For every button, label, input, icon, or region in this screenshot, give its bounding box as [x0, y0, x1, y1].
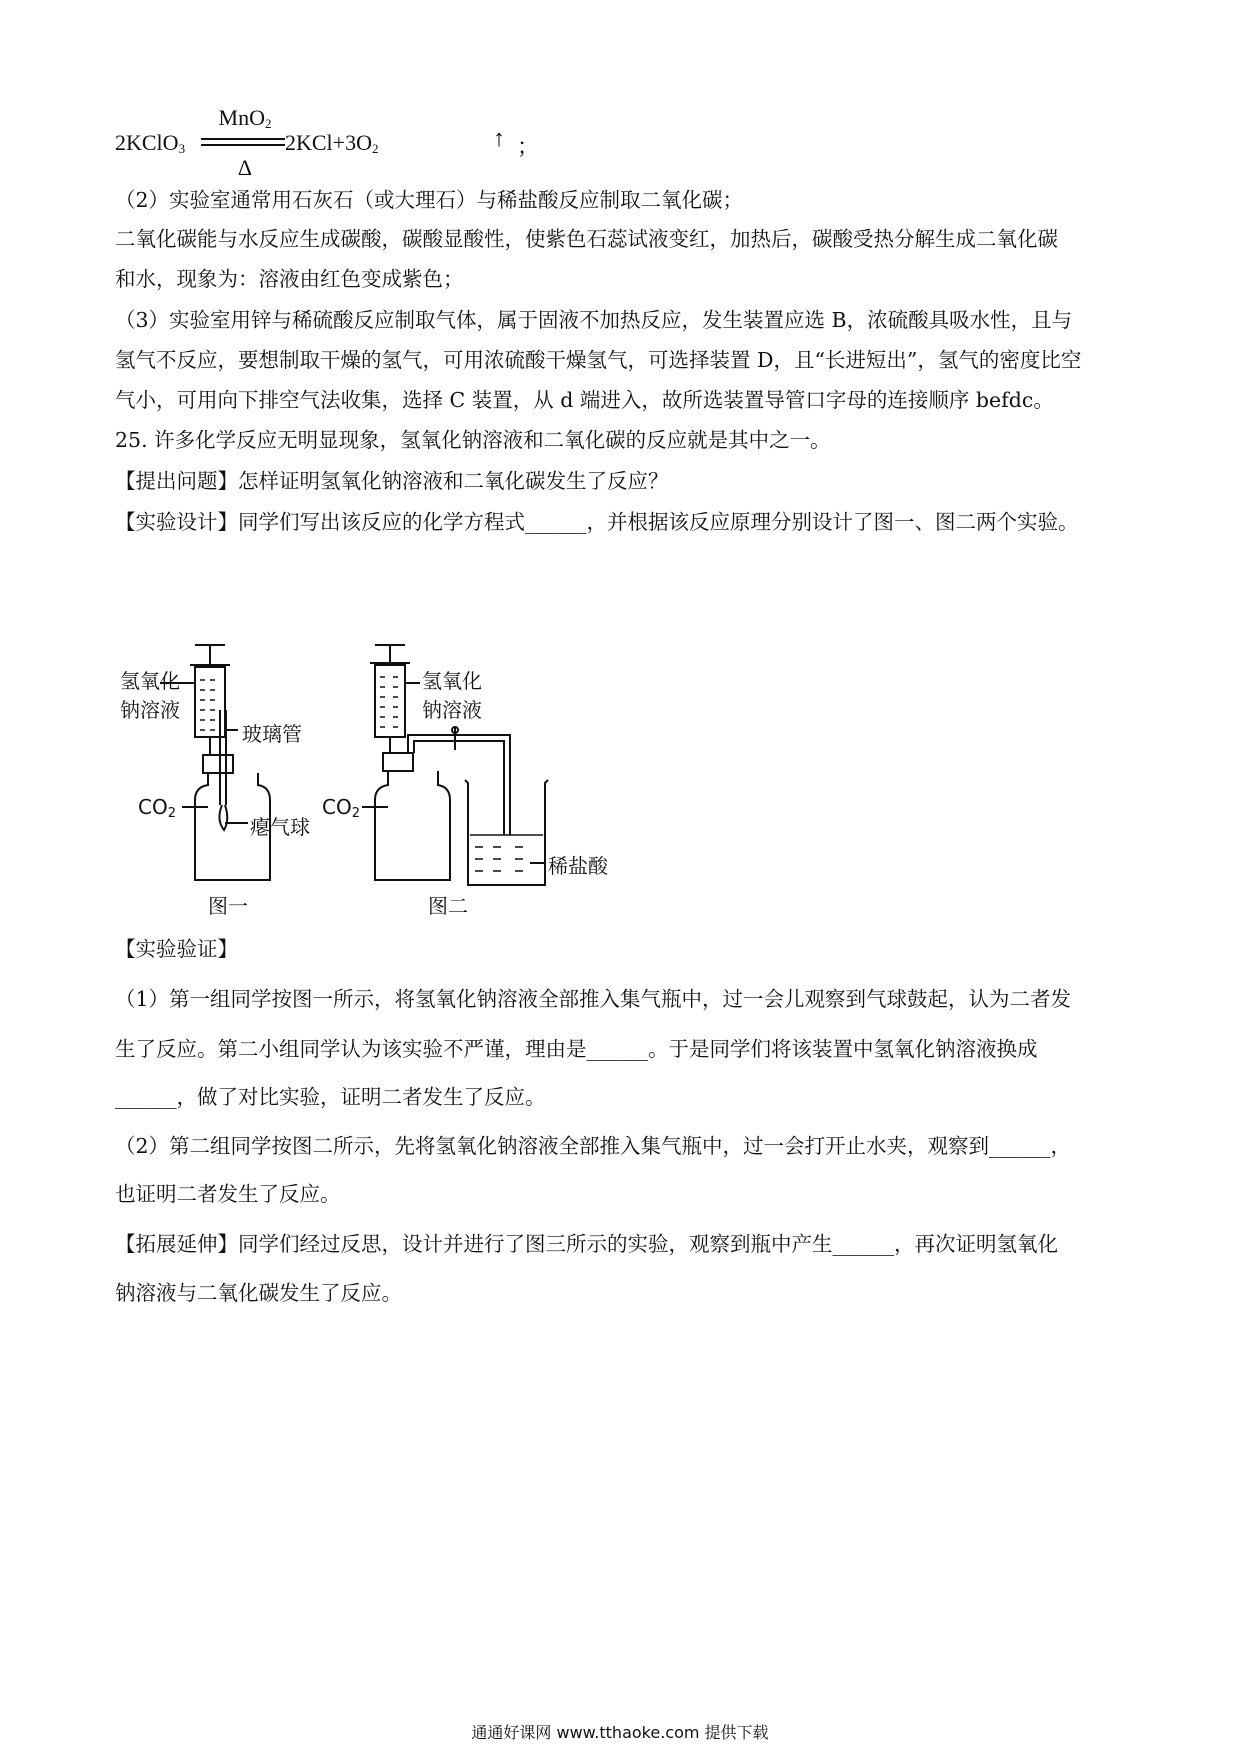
experiment-figure	[120, 635, 690, 925]
chemical-equation	[115, 100, 540, 180]
fig1-balloon-label: 瘪气球	[250, 815, 310, 839]
gas-up-arrow-icon: ↑	[493, 126, 505, 152]
equation-product: $2KCl+3O_2$	[285, 130, 379, 156]
text-line: 【提出问题】怎样证明氢氧化钠溶液和二氧化碳发生了反应？	[115, 469, 669, 493]
fig2-caption: 图二	[428, 894, 468, 918]
fig1-glass-tube-label: 玻璃管	[242, 722, 302, 746]
text-line: 气小，可用向下排空气法收集，选择 C 装置，从 d 端进入，故所选装置导管口字母的连接顺序 befdc。	[115, 388, 1054, 412]
text-line: ______，做了对比实验，证明二者发生了反应。	[115, 1085, 546, 1109]
fig2-naoh-label: 氢氧化 钠溶液	[422, 669, 482, 722]
text-line: （3）实验室用锌与稀硫酸反应制取气体，属于固液不加热反应，发生装置应选 B，浓硫酸具吸水性，且与	[115, 308, 1073, 332]
question-25: 25. 许多化学反应无明显现象，氢氧化钠溶液和二氧化碳的反应就是其中之一。	[115, 428, 831, 452]
text-line: 也证明二者发生了反应。	[115, 1182, 341, 1206]
fig1-co2-label: $CO_2$	[138, 795, 176, 821]
text-line: 生了反应。第二小组同学认为该实验不严谨，理由是______。于是同学们将该装置中氢氧化钠溶液换成	[115, 1037, 1038, 1061]
equation-reactant: 2KClO$_3$	[115, 130, 186, 156]
text-line: （2）实验室通常用石灰石（或大理石）与稀盐酸反应制取二氧化碳；	[115, 188, 744, 212]
equation-catalyst: MnO$_2$	[218, 105, 272, 131]
equation-double-line-bottom	[201, 144, 285, 146]
equation-end-mark: ；	[517, 134, 540, 159]
fig1-caption: 图一	[208, 894, 248, 918]
text-line: 和水，现象为：溶液由红色变成紫色；	[115, 267, 464, 291]
fig2-co2-label: $CO_2$	[322, 795, 360, 821]
text-line: （2）第二组同学按图二所示，先将氢氧化钠溶液全部推入集气瓶中，过一会打开止水夹，观察到______，	[115, 1134, 1072, 1158]
section-heading: 【实验验证】	[115, 937, 238, 961]
equation-double-line-top	[201, 138, 285, 140]
apparatus-diagram	[150, 635, 690, 925]
dilute-acid-fill	[470, 835, 543, 871]
naoh-solution-fill-two	[380, 677, 398, 727]
text-line: 【拓展延伸】同学们经过反思，设计并进行了图三所示的实验，观察到瓶中产生______，再次证明氢氧化	[115, 1232, 1058, 1256]
text-line: 【实验设计】同学们写出该反应的化学方程式______，并根据该反应原理分别设计了图一、图二两个实验。	[115, 510, 1079, 534]
naoh-solution-fill	[200, 680, 215, 730]
text-line: （1）第一组同学按图一所示，将氢氧化钠溶液全部推入集气瓶中，过一会儿观察到气球鼓起，认为二者发	[115, 987, 1072, 1011]
text-line: 钠溶液与二氧化碳发生了反应。	[115, 1281, 402, 1305]
text-line: 氢气不反应，要想制取干燥的氢气，可用浓硫酸干燥氢气，可选择装置 D，且“长进短出”，氢气的密度比空	[115, 348, 1082, 372]
text-line: 二氧化碳能与水反应生成碳酸，碳酸显酸性，使紫色石蕊试液变红，加热后，碳酸受热分解生成二氧化碳	[115, 227, 1058, 251]
equation-condition: Δ	[237, 155, 253, 180]
page-footer: 通通好课网 www.tthaoke.com 提供下载	[471, 1723, 769, 1742]
fig2-acid-label: 稀盐酸	[548, 854, 608, 878]
fig1-naoh-label: 氢氧化 钠溶液	[120, 669, 180, 722]
